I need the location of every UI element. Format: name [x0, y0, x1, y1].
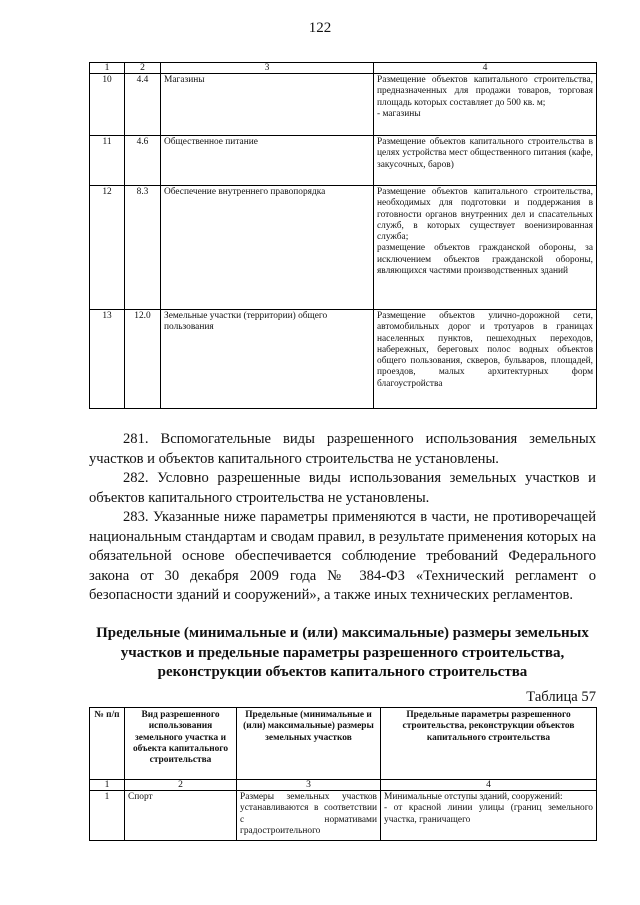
header-row [90, 708, 597, 780]
paragraph-281: 281. Вспомогательные виды разрешенного использования земельных участков и объектов капитального строительства не установлены. [89, 431, 596, 467]
column-header-cell: № п/п [90, 708, 125, 780]
column-number-cell: 2 [125, 780, 237, 791]
table-caption: Таблица 57 [526, 689, 596, 705]
plot-size-cell: Размеры земельных участков устанавливаются в соответствии с нормативами градостроительного [237, 791, 381, 841]
column-header-cell: Вид разрешенного использования земельного участка и объекта капитального строительства [125, 708, 237, 780]
column-number-cell: 1 [90, 63, 125, 74]
use-code-cell: 4.4 [125, 74, 161, 136]
section-heading: Предельные (минимальные и (или) максимальные) размеры земельных участков и предельные параметры разрешенного строительства, реконструкции объектов капитального строительства [96, 625, 589, 680]
use-description-cell [374, 186, 597, 310]
parameters-table [89, 707, 597, 841]
use-name-cell: Магазины [161, 74, 374, 136]
column-number-cell: 4 [381, 780, 597, 791]
use-description-line: Размещение объектов капитального строительства, предназначенных для продажи товаров, торговая площадь которых составляет до 500 кв. м; [377, 75, 593, 108]
params-line: Минимальные отступы зданий, сооружений: [384, 792, 563, 802]
column-number-cell: 3 [161, 63, 374, 74]
table-row [90, 74, 597, 136]
column-number-cell: 1 [90, 780, 125, 791]
use-code-cell: 8.3 [125, 186, 161, 310]
body-paragraphs [89, 430, 596, 606]
row-number-cell: 1 [90, 791, 125, 841]
column-number-cell: 2 [125, 63, 161, 74]
page-number: 122 [308, 20, 332, 36]
use-code-cell: 12.0 [125, 310, 161, 409]
use-description-line: Размещение объектов улично-дорожной сети, автомобильных дорог и тротуаров в границах населенных пунктов, пешеходных переходов, набережных, береговых полос водных объектов общего пользования, скверов, бульваров, площадей, проездов, малых архитектурных форм благоустройства [377, 311, 593, 389]
column-header-cell: Предельные параметры разрешенного строительства, реконструкции объектов капитального строительства [381, 708, 597, 780]
use-description-line: - магазины [377, 108, 421, 119]
column-number-row [90, 63, 597, 74]
use-description-line: размещение объектов гражданской обороны, за исключением объектов гражданской обороны, являющихся частями производственных зданий [377, 243, 593, 277]
use-description-cell [374, 74, 597, 136]
row-number-cell: 12 [90, 186, 125, 310]
construction-params-cell [381, 791, 597, 841]
params-line: - от красной линии улицы (границ земельного участка, граничащего [384, 803, 593, 825]
table-row [90, 186, 597, 310]
use-name-cell: Земельные участки (территории) общего пользования [161, 310, 374, 409]
column-number-cell: 4 [374, 63, 597, 74]
use-description-line: Размещение объектов капитального строительства в целях устройства мест общественного питания (кафе, закусочных, баров) [377, 137, 593, 170]
use-description-cell [374, 136, 597, 186]
paragraph-282: 282. Условно разрешенные виды использования земельных участков и объектов капитального строительства не установлены. [89, 470, 596, 506]
permitted-use-table-top [89, 62, 597, 409]
table-row [90, 791, 597, 841]
column-header-cell: Предельные (минимальные и (или) максимальные) размеры земельных участков [237, 708, 381, 780]
table-row [90, 136, 597, 186]
use-description-line: Размещение объектов капитального строительства, необходимых для подготовки и поддержания в готовности органов внутренних дел и спасательных служб, в которых существует военизированная служба; [377, 187, 593, 243]
row-number-cell: 13 [90, 310, 125, 409]
paragraph-283: 283. Указанные ниже параметры применяются в части, не противоречащей национальным стандартам и сводам правил, в результате применения которых на обязательной основе обеспечивается соблюдение требований Федерального закона от 30 декабря 2009 года № 384-ФЗ «Технический регламент о безопасности зданий и сооружений», а также иных технических регламентов. [89, 509, 596, 603]
use-description-cell [374, 310, 597, 409]
row-number-cell: 11 [90, 136, 125, 186]
use-type-cell: Спорт [125, 791, 237, 841]
use-code-cell: 4.6 [125, 136, 161, 186]
column-number-cell: 3 [237, 780, 381, 791]
column-number-row [90, 780, 597, 791]
use-name-cell: Общественное питание [161, 136, 374, 186]
table-row [90, 310, 597, 409]
row-number-cell: 10 [90, 74, 125, 136]
use-name-cell: Обеспечение внутреннего правопорядка [161, 186, 374, 310]
